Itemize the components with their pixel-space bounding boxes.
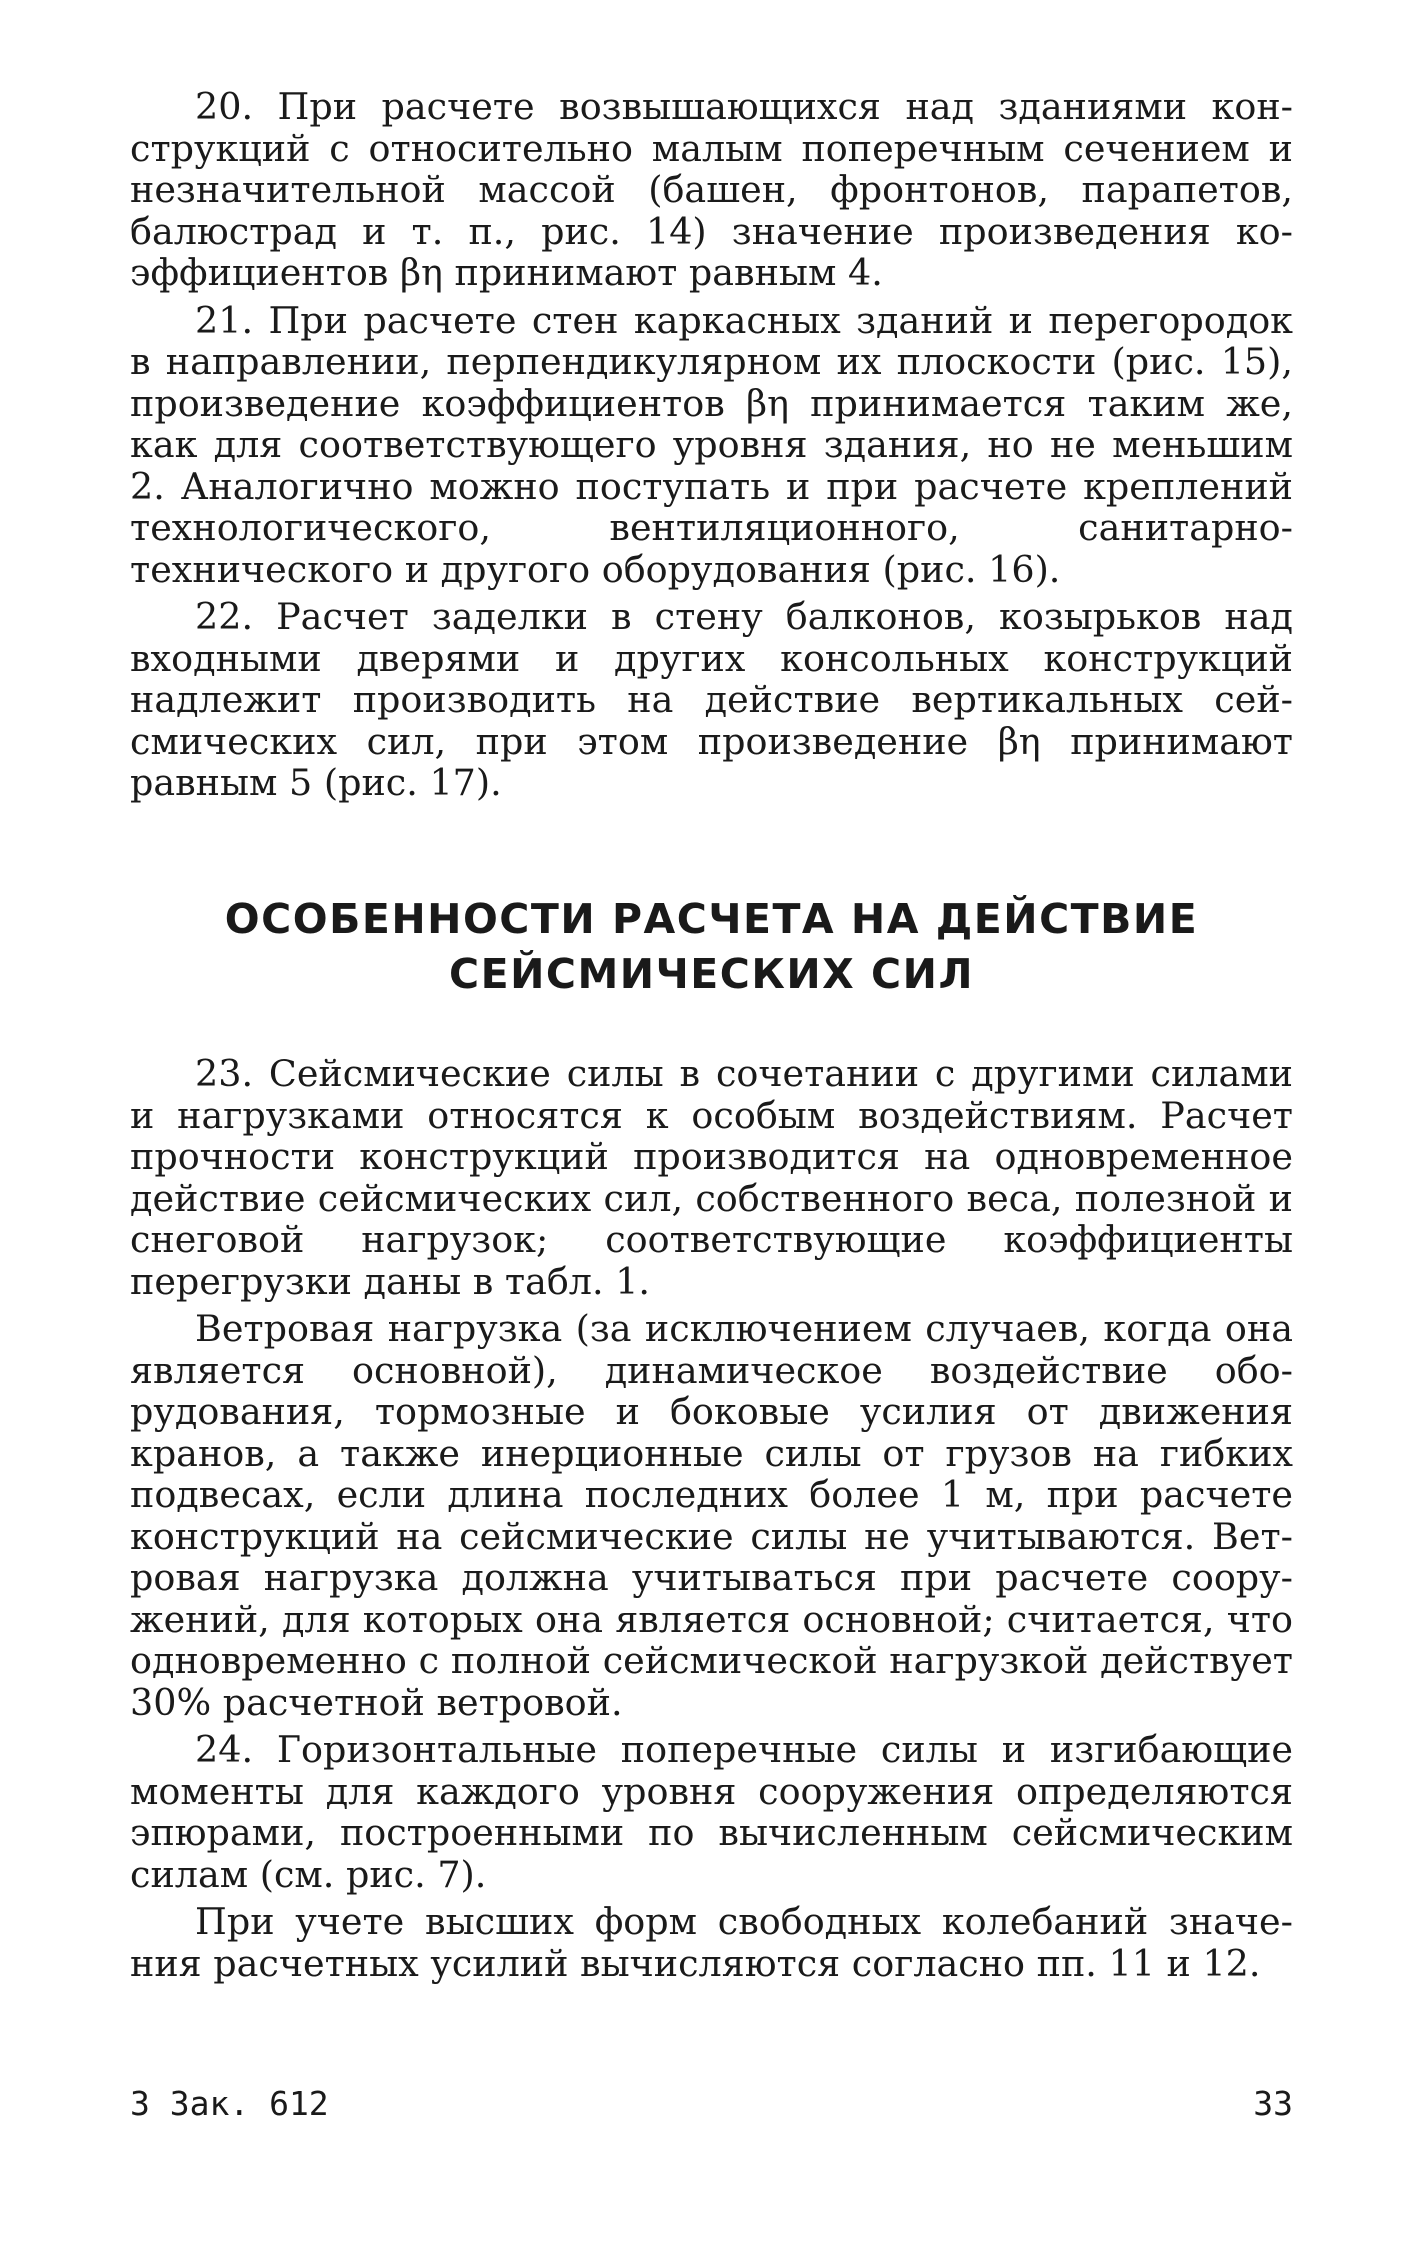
paragraph-20: 20. При расчете возвышающихся над зданиями конструкций с относительно малым поперечным сечением и незначительной массой (башен, фронтонов, парапетов, балюстрад и т. п., рис. 14) значение произведения коэффициентов βη принимают равным 4. <box>130 85 1293 294</box>
printer-signature: 3 Зак. 612 <box>130 2084 329 2123</box>
section-heading-line-2: СЕЙСМИЧЕСКИХ СИЛ <box>448 950 974 998</box>
text-block-top <box>130 86 1293 804</box>
section-heading-line-1: ОСОБЕННОСТИ РАСЧЕТА НА ДЕЙСТВИЕ <box>224 895 1199 943</box>
paragraph-21: 21. При расчете стен каркасных зданий и перегородок в направлении, перпендикулярном их плоскости (рис. 15), произведение коэффициентов βη принимается таким же, как для соответствующего уровня здания, но не меньшим 2. Аналогично можно поступать и при расчете креплений технологического, вентиляционного, санитарно-технического и другого оборудования (рис. 16). <box>130 298 1293 591</box>
paragraph-24: 24. Горизонтальные поперечные силы и изгибающие моменты для каждого уровня сооружения определяются эпюрами, построенными по вычисленным сейсмическим силам (см. рис. 7). <box>130 1728 1293 1896</box>
paragraph-22: 22. Расчет заделки в стену балконов, козырьков над входными дверями и других консольных конструкций надлежит производить на действие вертикальных сейсмических сил, при этом произведение βη принимают равным 5 (рис. 17). <box>130 595 1293 804</box>
paragraph-higher-modes: При учете высших форм свободных колебаний значения расчетных усилий вычисляются согласно пп. 11 и 12. <box>130 1900 1293 1985</box>
text-block-bottom <box>130 1053 1293 1984</box>
paragraph-23: 23. Сейсмические силы в сочетании с другими силами и нагрузками относятся к особым воздействиям. Расчет прочности конструкций производится на одновременное действие сейсмических сил, собственного веса, полезной и снеговой нагрузок; соответствующие коэффициенты перегрузки даны в табл. 1. <box>130 1052 1293 1303</box>
paragraph-wind-load: Ветровая нагрузка (за исключением случаев, когда она является основной), динамическое воздействие оборудования, тормозные и боковые усилия от движения кранов, а также инерционные силы от грузов на гибких подвесах, если длина последних более 1 м, при расчете конструкций на сейсмические силы не учитываются. Ветровая нагрузка должна учитываться при расчете сооружений, для которых она является основной; считается, что одновременно с полной сейсмической нагрузкой действует 30% расчетной ветровой. <box>130 1307 1293 1724</box>
page-number: 33 <box>1253 2084 1293 2123</box>
section-heading <box>130 892 1293 1002</box>
